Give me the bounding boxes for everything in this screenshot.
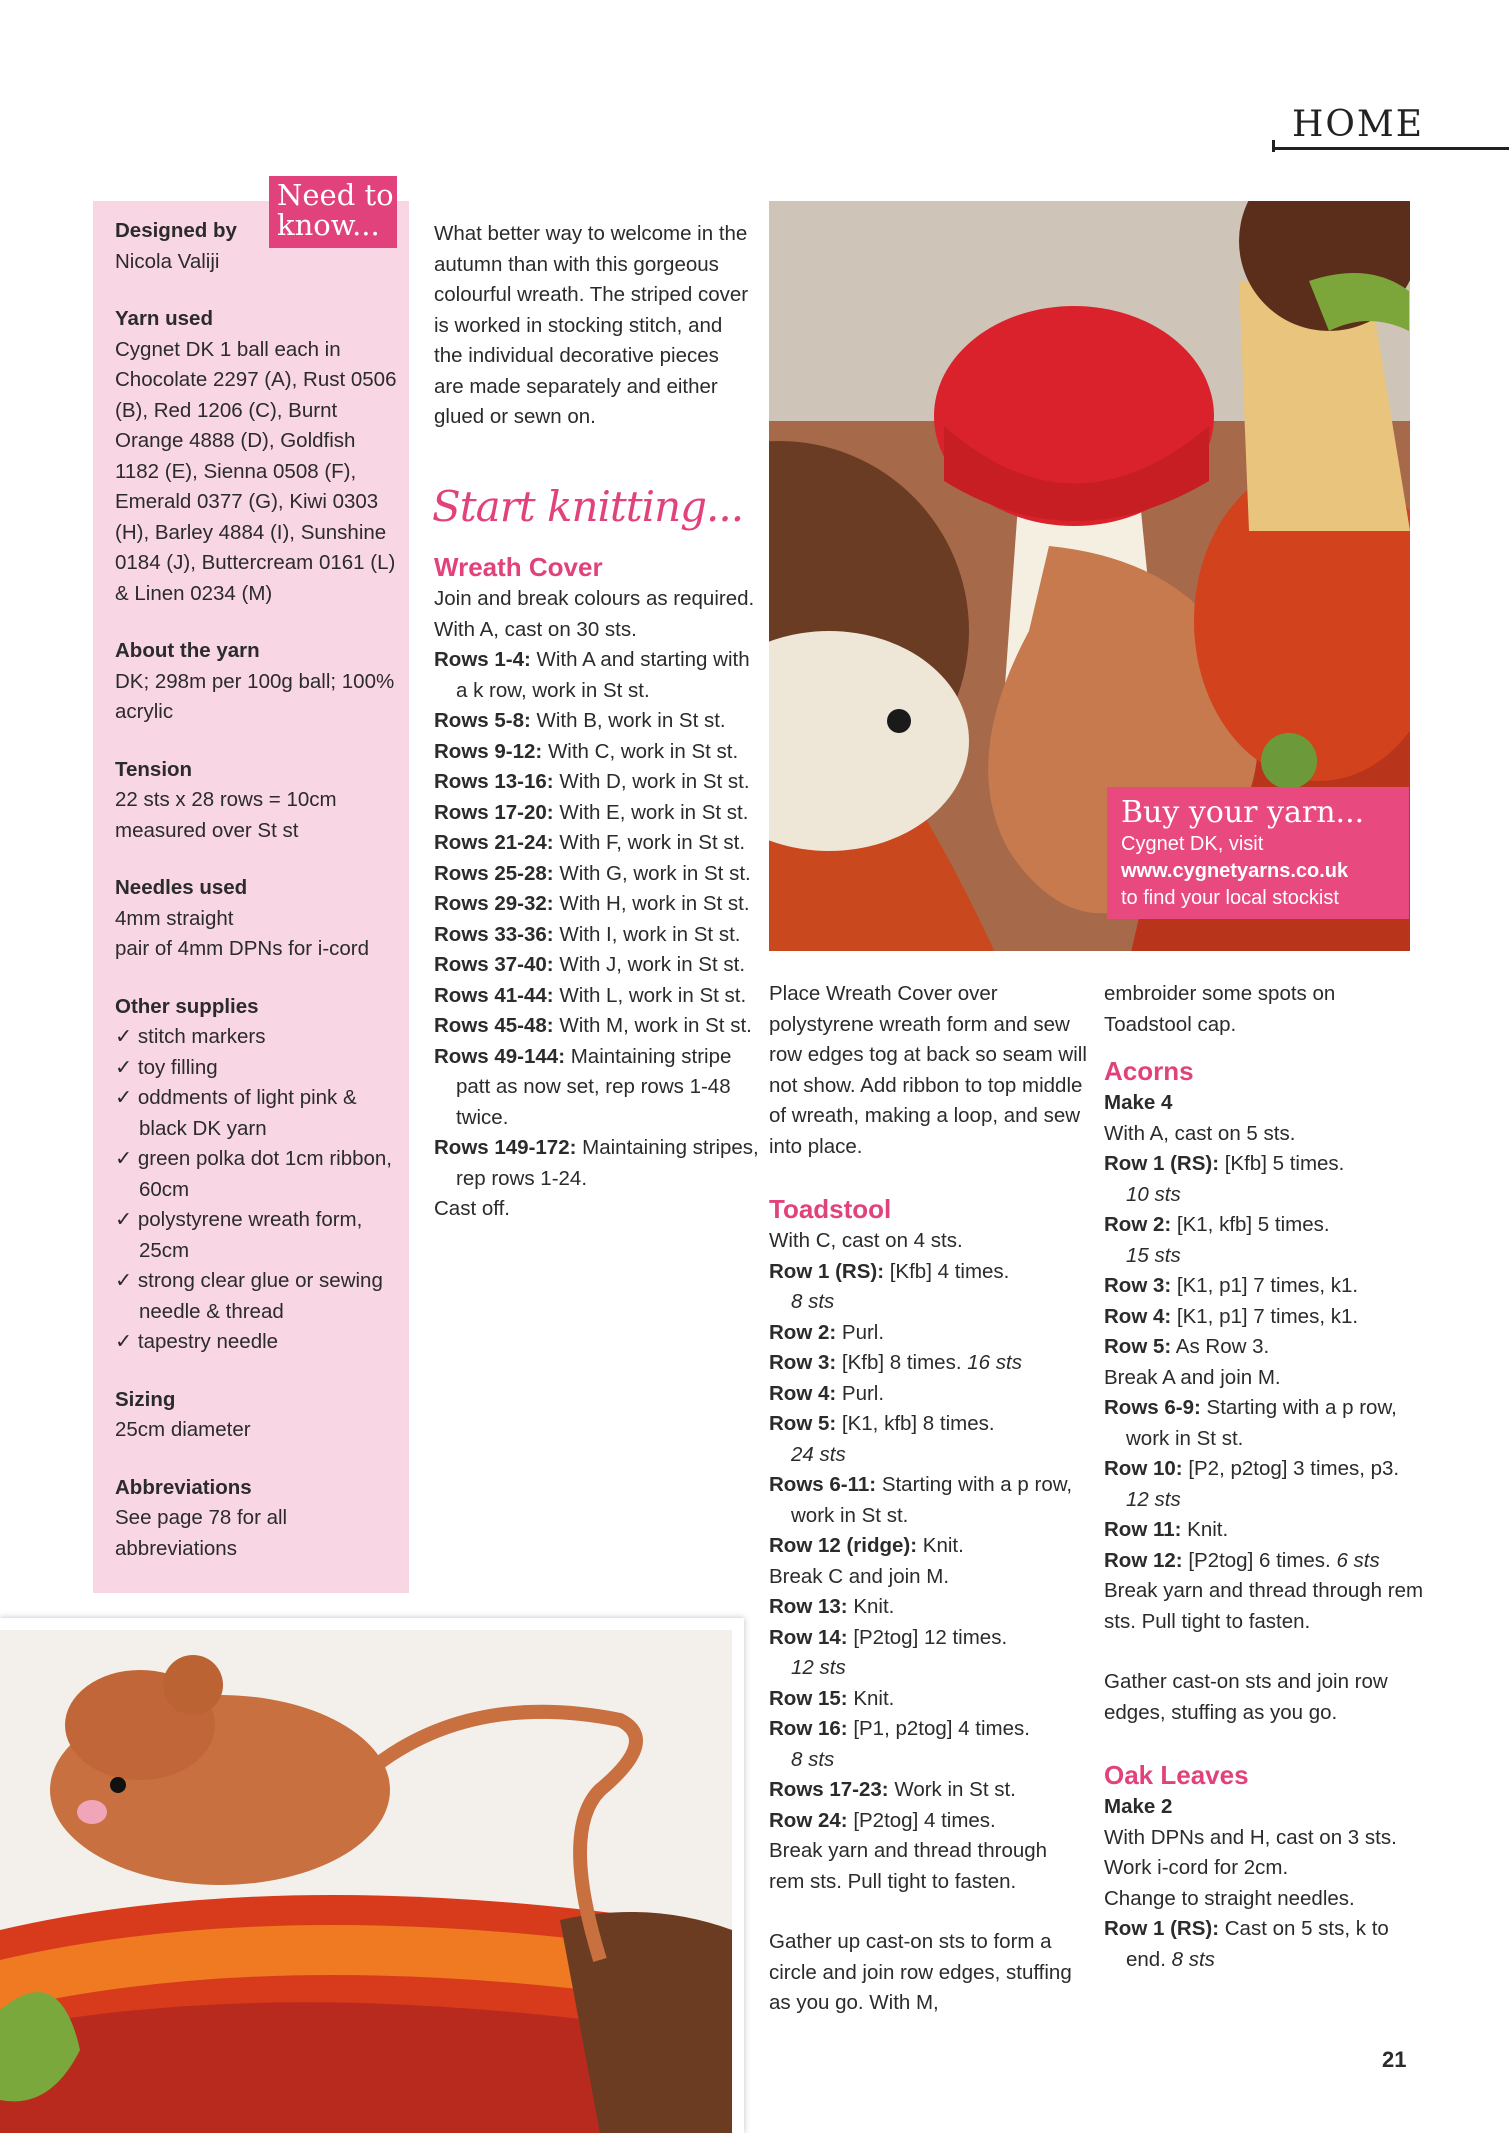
stitch-count [769,1745,1087,1776]
row-label: Row 24: [769,1808,848,1832]
oak-change: Change to straight needles. [1104,1886,1355,1910]
needles-title: Needles used [115,876,248,899]
row-label: Row 3: [769,1351,837,1374]
row-instruction: [Kfb] 8 times. [841,1351,962,1374]
needles-block [115,873,405,965]
row-instruction: Maintaining stripes, rep rows 1-24. [456,1136,759,1190]
row-label: Rows 49-144: [434,1044,566,1068]
row-label: Row 10: [1104,1457,1183,1480]
row-label: Rows 6-9: [1104,1396,1201,1419]
row-instruction: With B, work in St st. [536,709,726,732]
buy-url-link[interactable]: www.cygnetyarns.co.uk [1121,860,1349,882]
pattern-row [1104,1454,1424,1515]
row-instruction: Maintaining stripe patt as now set, rep rows 1-48 twice. [456,1044,732,1129]
spacer [1104,1728,1424,1758]
toadstool-continued: embroider some spots on Toadstool cap. [1104,982,1336,1036]
row-label: Rows 41-44: [434,983,554,1007]
pattern-row [434,981,759,1012]
row-instruction: [K1, p1] 7 times, k1. [1176,1274,1359,1297]
sizing-block [115,1385,405,1446]
row-label: Row 14: [769,1625,848,1649]
toadstool-finish: Break yarn and thread through rem sts. Pull tight to fasten. [769,1839,1048,1893]
start-knitting-heading: Start knitting... [432,482,744,531]
yarn-used-title: Yarn used [115,307,213,330]
row-instruction: Cast on 5 sts, k to end. [1126,1917,1389,1971]
supply-item: ✓ oddments of light pink & black DK yarn [115,1086,357,1140]
row-instruction: With J, work in St st. [559,953,746,976]
abbreviations-value: See page 78 for all abbreviations [115,1506,288,1560]
stitch-total: 6 sts [1336,1548,1380,1572]
row-instruction: [P2tog] 6 times. [1188,1548,1331,1572]
pattern-row [434,645,759,706]
pattern-row [769,1714,1087,1745]
pattern-row [769,1684,1087,1715]
pattern-row [434,798,759,829]
section-rule [1272,147,1509,150]
toadstool-gather: Gather up cast-on sts to form a circle and join row edges, stuffing as you go. With M, [769,1930,1072,2014]
stitch-count [769,1440,1087,1471]
row-label: Row 15: [769,1686,848,1710]
abbreviations-block [115,1473,405,1565]
row-label: Rows 21-24: [434,831,554,854]
row-label: Row 13: [769,1595,848,1618]
supplies-block [115,992,405,1358]
row-label: Rows 45-48: [434,1014,554,1037]
acorns-break: Break A and join M. [1104,1365,1281,1389]
row-instruction: Purl. [841,1381,885,1405]
pattern-row [1104,1914,1424,1975]
pattern-row [1104,1149,1424,1180]
row-label: Row 1 (RS): [1104,1917,1220,1940]
stitch-total: 8 sts [791,1290,835,1313]
pattern-row [1104,1393,1424,1454]
pattern-row [434,1042,759,1134]
row-instruction: Purl. [841,1320,885,1344]
row-instruction: [P2tog] 12 times. [853,1625,1008,1649]
row-label: Rows 13-16: [434,770,554,793]
pattern-row [434,767,759,798]
buy-line-3: to find your local stockist [1121,887,1339,909]
row-label: Row 5: [1104,1335,1172,1358]
row-instruction: [P1, p2tog] 4 times. [853,1717,1030,1740]
pattern-row [769,1806,1087,1837]
row-label: Rows 5-8: [434,709,531,732]
row-instruction: With I, work in St st. [559,922,741,946]
abbreviations-title: Abbreviations [115,1475,252,1499]
wreath-lead-1: Join and break colours as required. [434,587,755,610]
row-label: Row 4: [1104,1304,1172,1328]
row-instruction: [K1, kfb] 8 times. [841,1412,995,1435]
pattern-row [769,1318,1087,1349]
row-instruction: With A and starting with a k row, work in St st. [456,648,750,702]
row-instruction: [Kfb] 4 times. [889,1259,1010,1283]
row-instruction: [P2tog] 4 times. [853,1808,996,1832]
needles-line-2: pair of 4mm DPNs for i-cord [115,937,370,960]
need-to-know-badge: Need to know... [269,176,397,248]
row-instruction: With D, work in St st. [559,770,750,793]
buy-your-yarn-box [1107,787,1409,919]
sizing-value: 25cm diameter [115,1418,251,1441]
stitch-count [1104,1241,1424,1272]
row-label: Rows 149-172: [434,1136,577,1159]
row-label: Row 2: [769,1320,837,1344]
pattern-row [1104,1210,1424,1241]
supplies-title: Other supplies [115,994,259,1018]
acorns-heading: Acorns [1104,1056,1194,1086]
pattern-row [769,1379,1087,1410]
stitch-total: 12 sts [791,1656,846,1679]
mouse-detail-photo [0,1630,732,2133]
pattern-row [434,889,759,920]
stitch-total: 8 sts [1171,1947,1215,1971]
pattern-row [434,1011,759,1042]
row-label: Rows 25-28: [434,861,554,885]
pattern-row [769,1531,1087,1562]
acorns-column [1104,979,1424,1975]
photo-illustration [0,1630,732,2133]
row-label: Rows 33-36: [434,922,554,946]
stitch-total: 15 sts [1126,1243,1181,1267]
row-label: Rows 29-32: [434,892,554,915]
need-to-know-content [115,216,405,1591]
pattern-row [1104,1332,1424,1363]
tension-value: 22 sts x 28 rows = 10cm measured over St st [115,788,337,842]
row-label: Row 11: [1104,1518,1182,1541]
spacer [769,1162,1087,1192]
needles-line-1: 4mm straight [115,906,234,930]
pattern-row [769,1775,1087,1806]
row-instruction: Knit. [853,1686,895,1710]
about-yarn-title: About the yarn [115,639,260,662]
row-instruction: Knit. [922,1534,964,1557]
oak-lead: With DPNs and H, cast on 3 sts. [1104,1825,1397,1849]
row-label: Row 16: [769,1717,848,1740]
row-instruction: With E, work in St st. [559,800,749,824]
yarn-used-value: Cygnet DK 1 ball each in Chocolate 2297 (A), Rust 0506 (B), Red 1206 (C), Burnt Orange 4888 (D), Goldfish 1182 (E), Sienna 0508 (F), Emerald 0377 (G), Kiwi 0303 (H), Barley 4884 (I), Sunshine 0184 (J), Buttercream 0161 (L) & Linen 0234 (M) [115,337,397,605]
toadstool-heading: Toadstool [769,1194,892,1224]
row-label: Row 4: [769,1381,837,1405]
row-instruction: Work in St st. [894,1778,1016,1801]
oak-leaves-heading: Oak Leaves [1104,1760,1249,1790]
supply-item: ✓ stitch markers [115,1025,266,1048]
stitch-total: 24 sts [791,1442,846,1466]
row-label: Row 12: [1104,1548,1183,1572]
pattern-row [434,706,759,737]
stitch-count [769,1653,1087,1684]
row-label: Row 1 (RS): [1104,1152,1220,1175]
page-number: 21 [1382,2047,1407,2072]
wreath-cover-heading: Wreath Cover [434,552,603,582]
oak-make: Make 2 [1104,1795,1173,1818]
row-label: Row 3: [1104,1274,1172,1297]
toadstool-column [769,979,1087,2019]
pattern-row [769,1348,1087,1379]
stitch-count [1104,1180,1424,1211]
designed-by-block [115,216,405,277]
supply-item: ✓ tapestry needle [115,1330,279,1353]
row-instruction: With G, work in St st. [559,861,751,885]
row-instruction: With M, work in St st. [559,1014,752,1037]
pattern-row [434,920,759,951]
buy-line-1: Cygnet DK, visit [1121,833,1264,855]
pattern-row [434,737,759,768]
row-label: Row 12 (ridge): [769,1534,918,1557]
acorns-make: Make 4 [1104,1091,1173,1114]
about-yarn-block [115,636,405,728]
pattern-row [434,1133,759,1194]
about-yarn-value: DK; 298m per 100g ball; 100% acrylic [115,669,395,723]
section-label: HOME [1292,104,1425,145]
row-instruction: Starting with a p row, work in St st. [1126,1396,1397,1450]
acorns-lead: With A, cast on 5 sts. [1104,1121,1296,1145]
row-instruction: With H, work in St st. [559,892,750,915]
assembly-paragraph: Place Wreath Cover over polystyrene wreath form and sew row edges tog at back so seam will not show. Add ribbon to top middle of wreath, making a loop, and sew into place. [769,982,1087,1158]
row-instruction: Knit. [853,1595,895,1618]
row-instruction: With F, work in St st. [559,831,746,854]
pattern-row [434,859,759,890]
row-label: Rows 37-40: [434,953,554,976]
oak-icord: Work i-cord for 2cm. [1104,1856,1289,1879]
designed-by-value: Nicola Valiji [115,249,220,273]
pattern-row [1104,1515,1424,1546]
pattern-row [1104,1546,1424,1577]
supply-item: ✓ green polka dot 1cm ribbon, 60cm [115,1147,393,1201]
toadstool-break: Break C and join M. [769,1564,950,1588]
pattern-row [769,1470,1087,1531]
wreath-cover-section [434,550,759,1225]
row-label: Rows 9-12: [434,739,543,763]
wreath-lead-2: With A, cast on 30 sts. [434,617,637,641]
pattern-row [1104,1271,1424,1302]
toadstool-lead: With C, cast on 4 sts. [769,1229,963,1252]
wreath-end: Cast off. [434,1197,510,1220]
row-label: Rows 17-23: [769,1778,889,1801]
stitch-total: 16 sts [967,1351,1022,1374]
stitch-total: 12 sts [1126,1487,1181,1511]
acorns-finish: Break yarn and thread through rem sts. Pull tight to fasten. [1104,1579,1424,1633]
supply-item: ✓ polystyrene wreath form, 25cm [115,1208,363,1262]
row-instruction: With C, work in St st. [547,739,739,763]
yarn-used-block [115,304,405,609]
pattern-row [434,828,759,859]
tension-title: Tension [115,757,193,781]
row-instruction: [Kfb] 5 times. [1224,1152,1345,1175]
stitch-total: 10 sts [1126,1182,1181,1206]
row-instruction: Knit. [1187,1518,1229,1541]
pattern-row [1104,1302,1424,1333]
stitch-count [769,1287,1087,1318]
buy-your-yarn-title: Buy your yarn... [1121,795,1365,830]
spacer [1104,1040,1424,1054]
pattern-row [769,1409,1087,1440]
row-instruction: [K1, kfb] 5 times. [1176,1213,1330,1236]
row-label: Row 5: [769,1412,837,1435]
supply-item: ✓ strong clear glue or sewing needle & thread [115,1269,383,1323]
sizing-title: Sizing [115,1387,176,1411]
row-label: Rows 17-20: [434,800,554,824]
pattern-row [769,1592,1087,1623]
row-instruction: [K1, p1] 7 times, k1. [1176,1304,1359,1328]
row-instruction: Starting with a p row, work in St st. [791,1473,1073,1527]
spacer [769,1897,1087,1927]
row-instruction: As Row 3. [1175,1335,1270,1358]
row-label: Rows 1-4: [434,648,531,671]
designed-by-title: Designed by [115,219,237,242]
supplies-list [115,1022,405,1358]
row-label: Row 1 (RS): [769,1259,885,1283]
pattern-row [769,1257,1087,1288]
pattern-row [769,1623,1087,1654]
row-instruction: With L, work in St st. [559,983,747,1007]
supply-item: ✓ toy filling [115,1055,218,1079]
stitch-total: 8 sts [791,1747,835,1771]
intro-paragraph: What better way to welcome in the autumn than with this gorgeous colourful wreath. The striped cover is worked in stocking stitch, and the individual decorative pieces are made separately and either glued or sewn on. [434,222,749,428]
row-instruction: [P2, p2tog] 3 times, p3. [1188,1457,1400,1480]
section-rule-tick [1272,140,1275,152]
row-label: Row 2: [1104,1213,1172,1236]
spacer [1104,1637,1424,1667]
pattern-row [434,950,759,981]
row-label: Rows 6-11: [769,1473,877,1496]
acorns-gather: Gather cast-on sts and join row edges, stuffing as you go. [1104,1670,1388,1724]
tension-block [115,755,405,847]
